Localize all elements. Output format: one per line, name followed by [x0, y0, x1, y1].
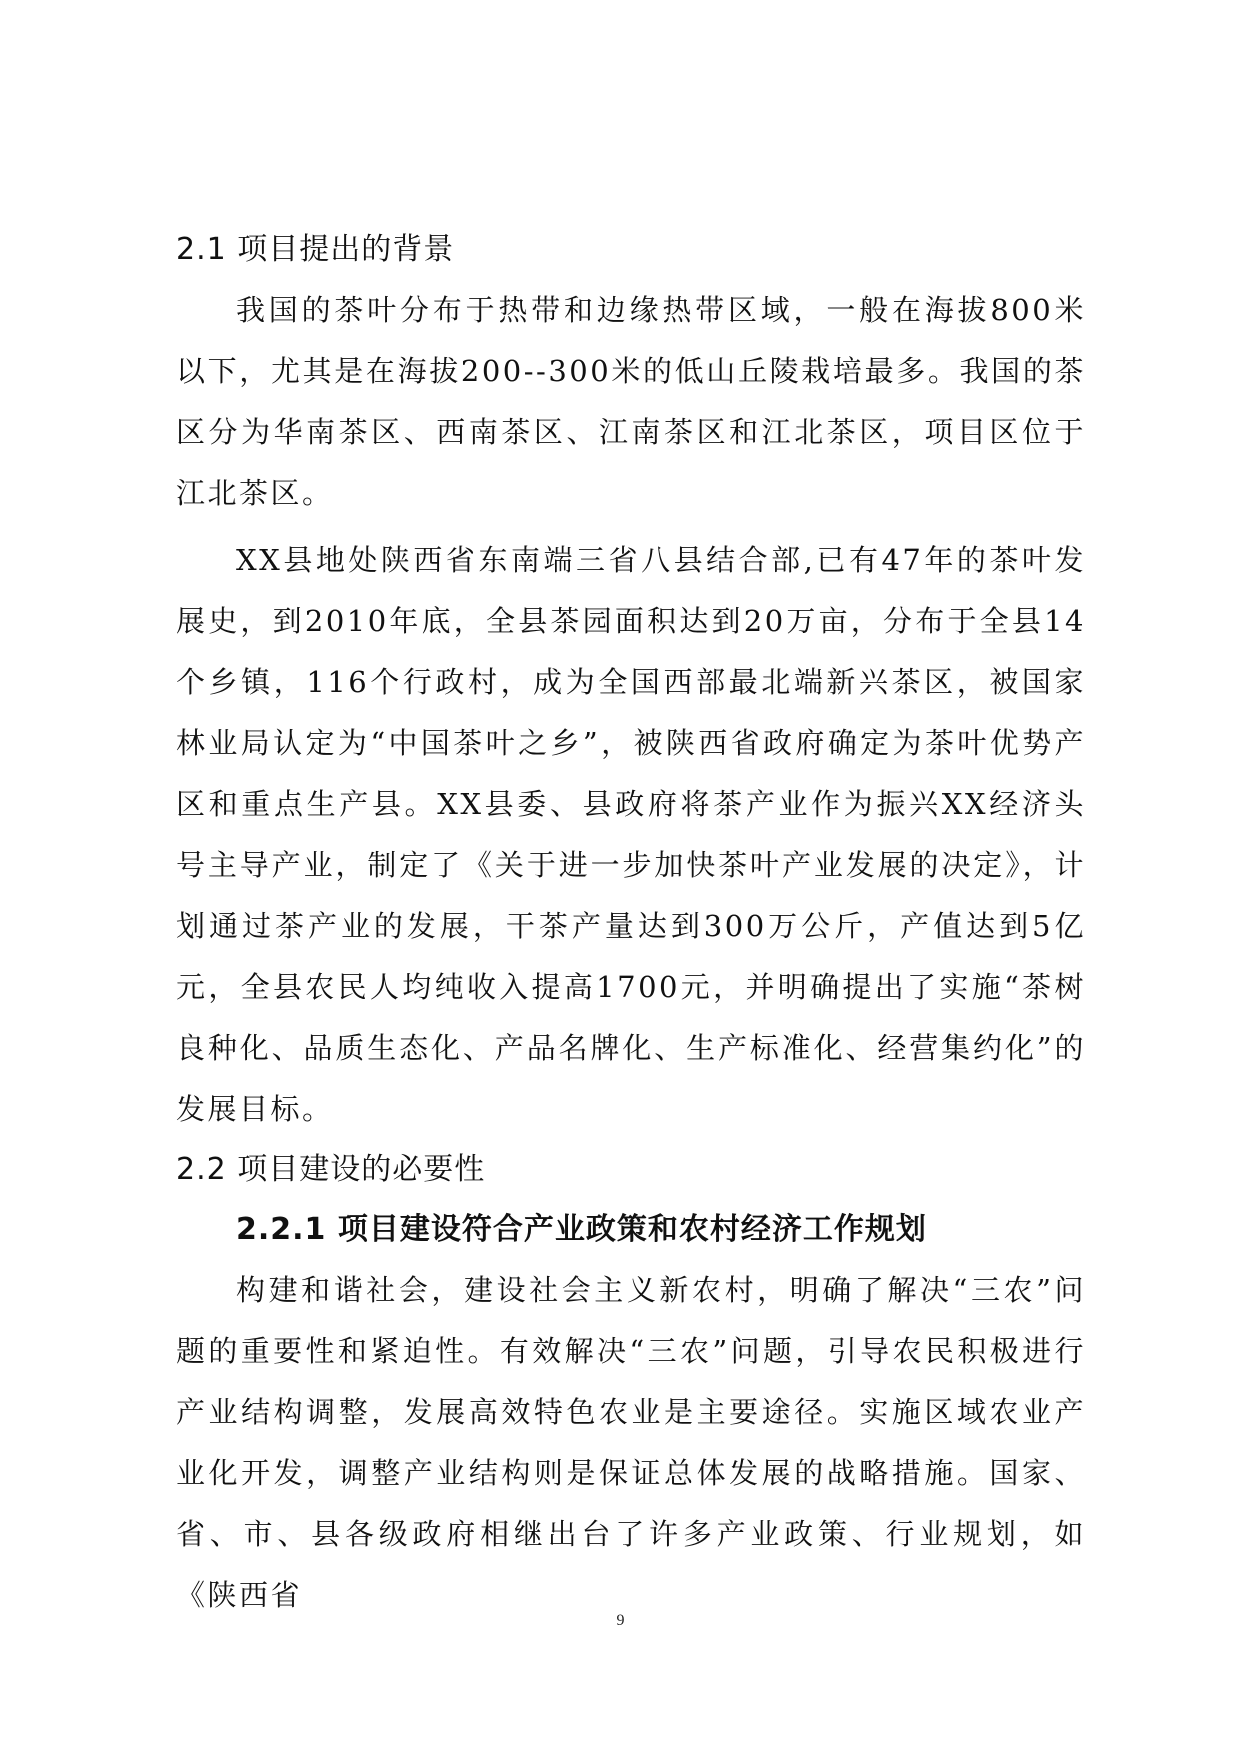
document-body [176, 220, 1086, 1626]
paragraph-policy-planning: 构建和谐社会，建设社会主义新农村，明确了解决“三农”问题的重要性和紧迫性。有效解决“三农”问题，引导农民积极进行产业结构调整，发展高效特色农业是主要途径。实施区域农业产业化开发，调整产业结构则是保证总体发展的战略措施。国家、省、市、县各级政府相继出台了许多产业政策、行业规划，如《陕西省 [176, 1273, 1086, 1612]
paragraph-tea-distribution: 我国的茶叶分布于热带和边缘热带区域，一般在海拔800米以下，尤其是在海拔200--300米的低山丘陵栽培最多。我国的茶区分为华南茶区、西南茶区、江南茶区和江北茶区，项目区位于江北茶区。 [176, 293, 1086, 510]
section-heading-2-2: 2.2 项目建设的必要性 [176, 1152, 486, 1187]
subsection-heading-2-2-1: 2.2.1 项目建设符合产业政策和农村经济工作规划 [236, 1212, 927, 1247]
paragraph-county-tea-industry: XX县地处陕西省东南端三省八县结合部,已有47年的茶叶发展史，到2010年底，全县茶园面积达到20万亩，分布于全县14个乡镇，116个行政村，成为全国西部最北端新兴茶区，被国家林业局认定为“中国茶叶之乡”，被陕西省政府确定为茶叶优势产区和重点生产县。XX县委、县政府将茶产业作为振兴XX经济头号主导产业，制定了《关于进一步加快茶叶产业发展的决定》，计划通过茶产业的发展，干茶产量达到300万公斤，产值达到5亿元，全县农民人均纯收入提高1700元，并明确提出了实施“茶树良种化、品质生态化、产品名牌化、生产标准化、经营集约化”的发展目标。 [176, 543, 1086, 1126]
page-number: 9 [616, 1612, 625, 1629]
section-heading-2-1: 2.1 项目提出的背景 [176, 232, 455, 267]
